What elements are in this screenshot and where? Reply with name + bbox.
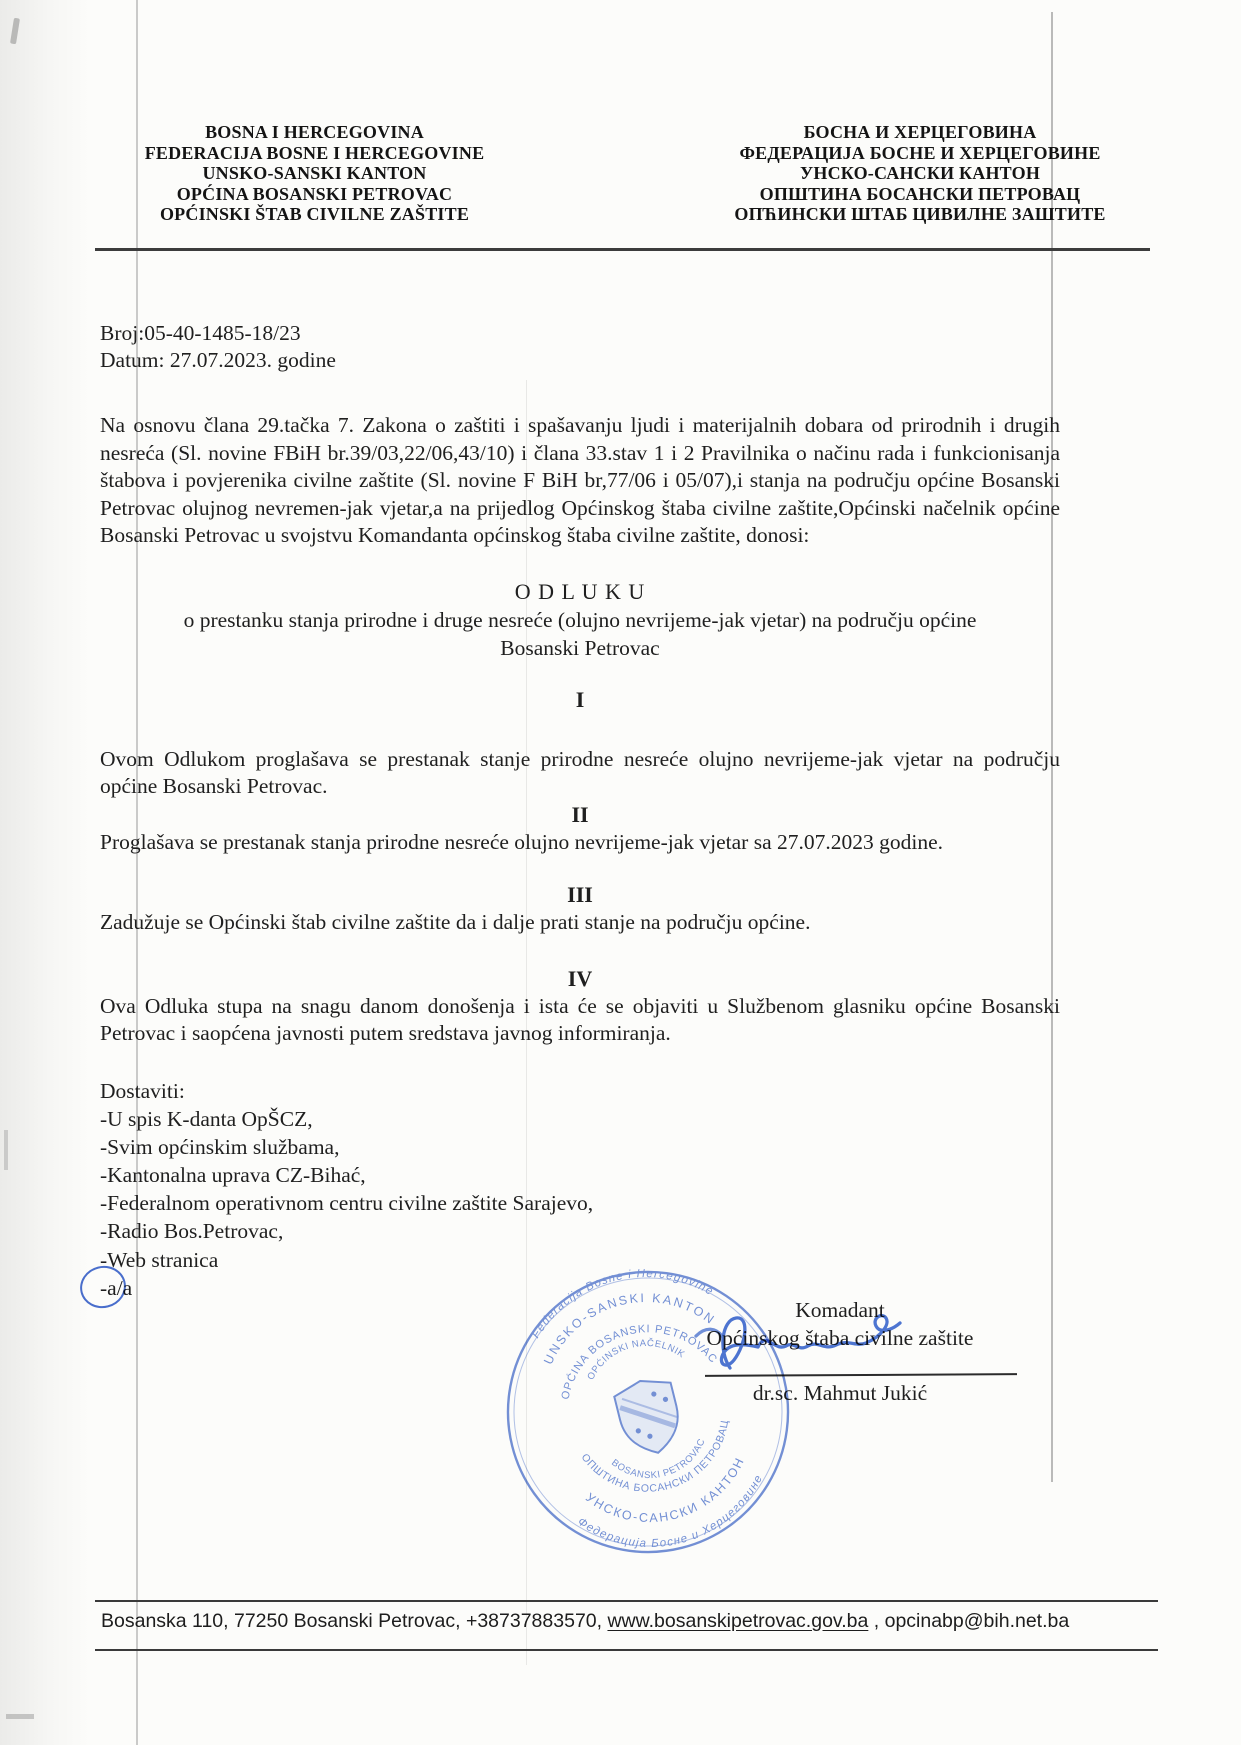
signer-role-line-2: Općinskog štaba civilne zaštite — [706, 1326, 974, 1350]
stamp-center-sub: BOSANSKI PETROVAC — [609, 1436, 708, 1482]
stamp-center-label: OPĆINSKI NAČELNIK — [585, 1337, 687, 1382]
letterhead-line: BOSNA I HERCEGOVINA — [205, 122, 424, 142]
signer-role-line-1: Komadant — [795, 1298, 885, 1322]
letterhead-line: ФЕДЕРАЦИЈА БОСНЕ И ХЕРЦЕГОВИНЕ — [739, 142, 1101, 163]
letterhead-line: ОПШТИНА БОСАНСКИ ПЕТРОВАЦ — [759, 183, 1081, 204]
footer-email: , opcinabp@bih.net.ba — [868, 1610, 1070, 1632]
decision-subtitle: o prestanku stanja prirodne i druge nesreće (olujno nevrijeme-jak vjetar) na području općine — [183, 607, 977, 632]
letterhead-line: OPĆINSKI ŠTAB CIVILNE ZAŠTITE — [159, 204, 470, 224]
section-numeral-3: III — [567, 882, 593, 907]
letterhead-line: FEDERACIJA BOSNE I HERCEGOVINE — [144, 142, 485, 163]
decision-subtitle-2: Bosanski Petrovac — [500, 635, 660, 660]
reference-block — [100, 320, 1060, 374]
stamp-ring-bottom-mid: УНСКО-САНСКИ КАНТОН — [583, 1454, 748, 1526]
scan-artifact — [4, 1130, 8, 1170]
stamp-ring-bottom-outer: Федерација Босне и Херцеговине — [575, 1472, 766, 1551]
footer-website-link: www.bosanskipetrovac.gov.ba — [607, 1610, 869, 1632]
section-numeral-2: II — [571, 801, 589, 827]
section-text-3: Zadužuje se Općinski štab civilne zaštite da i dalje prati stanje na području općine. — [100, 910, 811, 934]
stamp-ring-bottom-inner: ОПШТИНА БОСАНСКИ ПЕТРОВАЦ — [578, 1418, 732, 1495]
svg-text:УНСКО-САНСКИ КАНТОН — [581, 1452, 758, 1543]
stamp-ring-top-mid: UNSKO-SANSKI KANTON — [541, 1290, 719, 1367]
stamp-coat-of-arms — [612, 1374, 686, 1460]
stamp-ring-top-outer: Federacija Bosne i Hercegovine — [529, 1267, 716, 1341]
letterhead-cyrillic — [695, 122, 1145, 225]
signer-name: dr.sc. Mahmut Jukić — [752, 1381, 928, 1405]
preamble-paragraph: Na osnovu člana 29.tačka 7. Zakona o zaštiti i spašavanju ljudi i materijalnih dobara od prirodnih i drugih nesreća (Sl. novine FBiH br.39/03,22/06,43/10) i člana 33.stav 1 i 2 Pravilnika o načinu rada i funkcionisanja štabova i povjerenika civilne zaštite (Sl. novine F BiH br,77/06 i 05/07),i stanja na području općine Bosanski Petrovac olujnog nevremen-jak vjetar,a na prijedlog Općinskog štaba civilne zaštite,Općinski načelnik općine Bosanski Petrovac u svojstvu Komandanta općinskog štaba civilne zaštite, donosi: — [100, 413, 1060, 547]
stamp-ring-top-inner: OPĆINA BOSANSKI PETROVAC — [559, 1323, 720, 1401]
footer-address: Bosanska 110, 77250 Bosanski Petrovac, +38737883570, — [101, 1610, 608, 1632]
letterhead-line: БОСНА И ХЕРЦЕГОВИНА — [803, 122, 1037, 142]
section-numeral-1: I — [575, 686, 585, 712]
scan-artifact — [6, 1714, 34, 1719]
distribution-item: -Kantonalna uprava CZ-Bihać, — [100, 1162, 366, 1187]
distribution-title: Dostaviti: — [100, 1078, 185, 1103]
distribution-item: -U spis K-danta OpŠCZ, — [100, 1106, 313, 1131]
distribution-item: -a/a — [100, 1275, 133, 1300]
scan-edge-shadow — [0, 0, 90, 1745]
letterhead-latin — [112, 122, 517, 225]
footer-address-bar — [95, 1600, 1158, 1651]
distribution-item: -Svim općinskim službama, — [100, 1134, 340, 1159]
distribution-item: -Web stranica — [100, 1247, 219, 1272]
letterhead-line: OPĆINA BOSANSKI PETROVAC — [176, 183, 453, 204]
document-body — [100, 250, 1060, 1302]
decision-title: O D L U K U — [514, 578, 646, 604]
distribution-item: -Radio Bos.Petrovac, — [100, 1219, 284, 1244]
distribution-item: -Federalnom operativnom centru civilne zaštite Sarajevo, — [100, 1191, 594, 1216]
section-text-1: Ovom Odlukom proglašava se prestanak stanje prirodne nesreće olujno nevrijeme-jak vjetar na području općine Bosanski Petrovac. — [100, 746, 1060, 798]
section-text-2: Proglašava se prestanak stanja prirodne nesreće olujno nevrijeme-jak vjetar sa 27.07.2023 godine. — [100, 829, 944, 854]
section-text-4: Ova Odluka stupa na snagu danom donošenja i ista će se objaviti u Službenom glasniku općine Bosanski Petrovac i saopćena javnosti putem sredstava javnog informiranja. — [100, 993, 1060, 1045]
reference-date: Datum: 27.07.2023. godine — [100, 348, 336, 372]
letterhead-line: ОПЋИНСКИ ШТАБ ЦИВИЛНЕ ЗАШТИТЕ — [734, 204, 1106, 224]
letterhead-line: УНСКО-САНСКИ КАНТОН — [799, 163, 1041, 183]
section-numeral-4: IV — [567, 965, 593, 991]
reference-number: Broj:05-40-1485-18/23 — [100, 321, 301, 345]
letterhead-line: UNSKO-SANSKI KANTON — [202, 163, 427, 183]
signature-ink — [690, 1302, 1000, 1387]
